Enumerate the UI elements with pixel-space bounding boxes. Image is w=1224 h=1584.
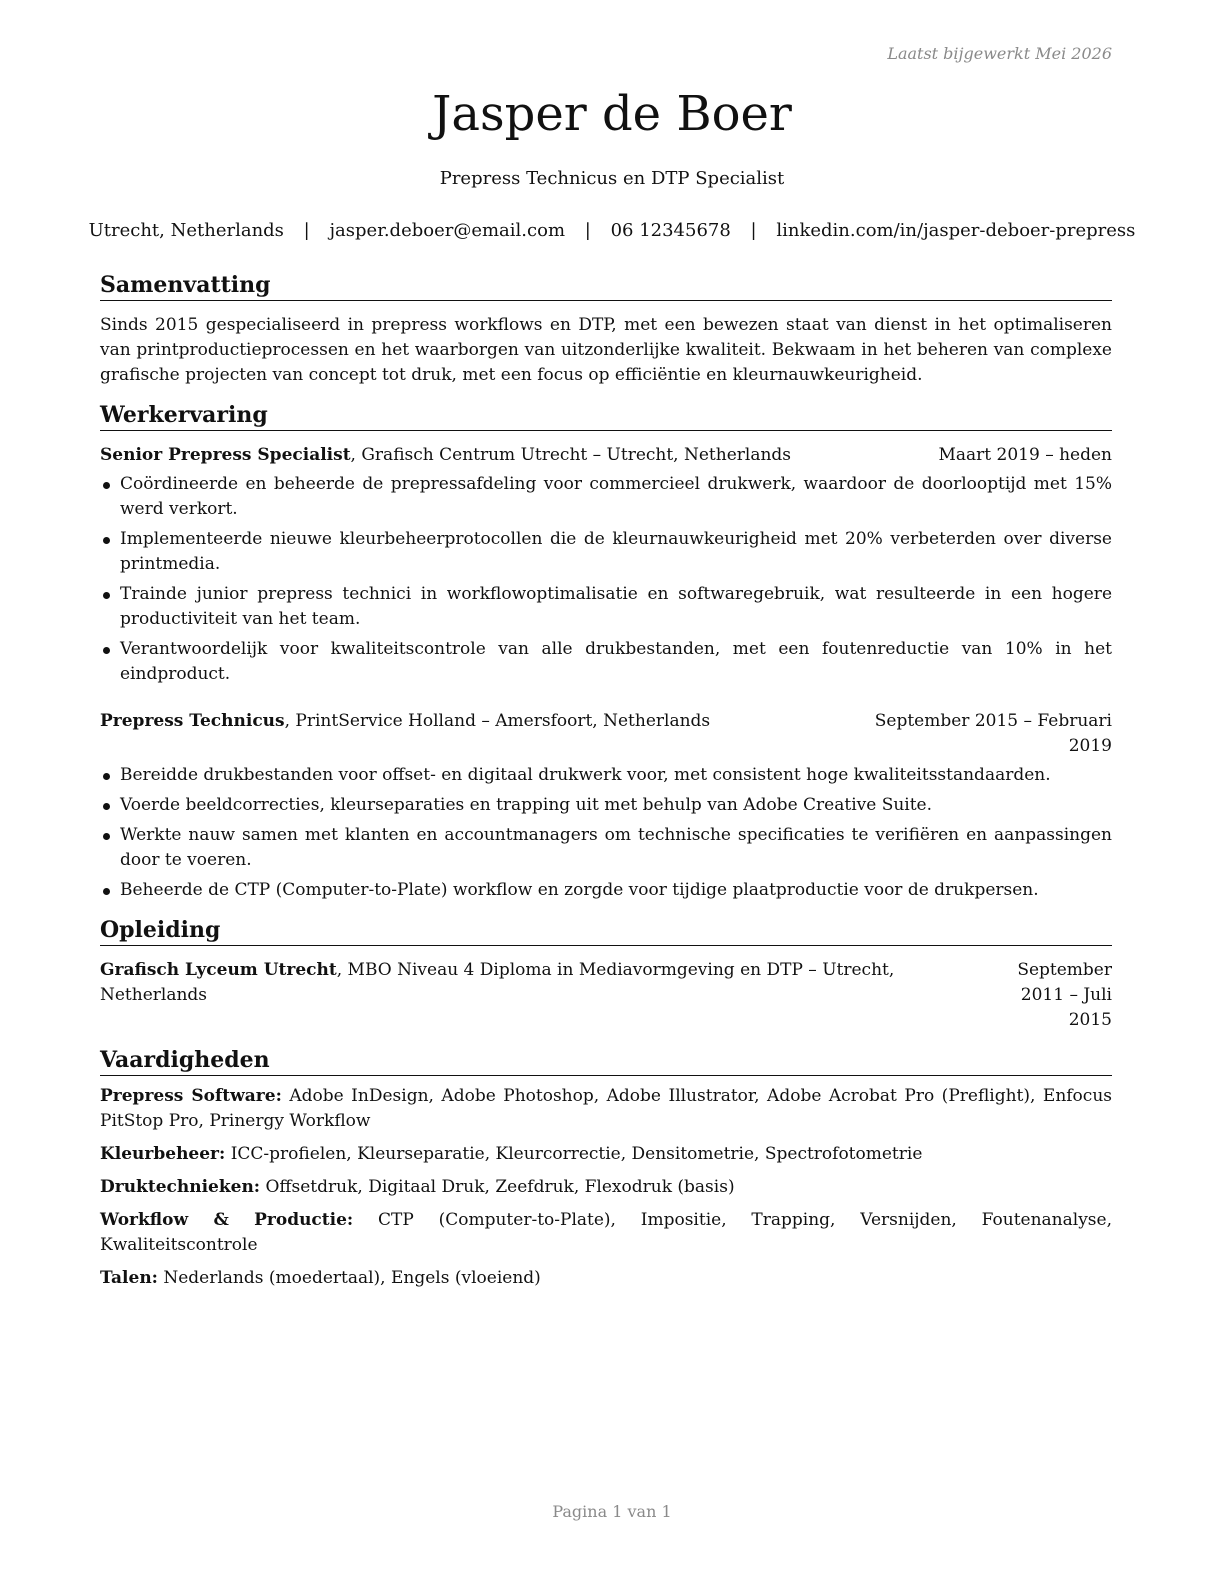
job-bullet: Trainde junior prepress technici in workflowoptimalisatie en softwaregebruik, wat resulteerde in een hogere productiviteit van het team. — [100, 582, 1112, 632]
skill-label: Druktechnieken: — [100, 1177, 261, 1197]
skill-row — [100, 1142, 1112, 1167]
skill-label: Talen: — [100, 1268, 158, 1288]
skill-value: Offsetdruk, Digitaal Druk, Zeefdruk, Flexodruk (basis) — [260, 1177, 735, 1197]
summary-text: Sinds 2015 gespecialiseerd in prepress workflows en DTP, met een bewezen staat van dienst in het optimaliseren van printproductieprocessen en het waarborgen van uitzonderlijke kwaliteit. Bekwaam in het beheren van complexe grafische projecten van concept tot druk, met een focus op efficiëntie en kleurnauwkeurigheid. — [100, 315, 1112, 385]
job-entry — [100, 709, 1112, 903]
job-dates: September 2015 – Februari 2019 — [874, 711, 1112, 756]
skills-section — [100, 1045, 1112, 1291]
summary-section — [100, 270, 1112, 388]
job-bullet: Implementeerde nieuwe kleurbeheerprotocollen die de kleurnauwkeurigheid met 20% verbeterden over diverse printmedia. — [100, 527, 1112, 577]
contact-line — [0, 220, 1224, 241]
skill-label: Kleurbeheer: — [100, 1144, 226, 1164]
contact-separator: | — [303, 220, 310, 241]
section-title-skills: Vaardigheden — [100, 1045, 1112, 1076]
job-entry — [100, 443, 1112, 687]
job-details: , PrintService Holland – Amersfoort, Netherlands — [284, 711, 711, 731]
job-dates: Maart 2019 – heden — [938, 445, 1112, 465]
contact-email[interactable]: jasper.deboer@email.com — [329, 220, 566, 241]
job-bullet: Verantwoordelijk voor kwaliteitscontrole van alle drukbestanden, met een foutenreductie van 10% in het eindproduct. — [100, 637, 1112, 687]
candidate-name: Jasper de Boer — [432, 86, 792, 142]
skill-row — [100, 1266, 1112, 1291]
education-details: , MBO Niveau 4 Diploma in Mediavormgeving en DTP – Utrecht, Netherlands — [100, 960, 895, 1005]
skill-value: Adobe InDesign, Adobe Photoshop, Adobe Illustrator, Adobe Acrobat Pro (Preflight), Enfocus PitStop Pro, Prinergy Workflow — [100, 1086, 1112, 1131]
skill-label: Workflow & Productie: — [100, 1210, 354, 1230]
job-subtitle: Prepress Technicus en DTP Specialist — [439, 168, 785, 189]
contact-separator: | — [584, 220, 591, 241]
skill-row — [100, 1175, 1112, 1200]
page-number: Pagina 1 van 1 — [552, 1502, 672, 1521]
job-role: Senior Prepress Specialist — [100, 445, 351, 465]
experience-section — [100, 400, 1112, 903]
job-role: Prepress Technicus — [100, 711, 285, 731]
job-bullet: Coördineerde en beheerde de prepressafdeling voor commercieel drukwerk, waardoor de doorlooptijd met 15% werd verkort. — [100, 472, 1112, 522]
section-title-summary: Samenvatting — [100, 270, 1112, 301]
job-bullets — [100, 472, 1112, 687]
skill-value: Nederlands (moedertaal), Engels (vloeiend) — [157, 1268, 541, 1288]
job-bullet: Beheerde de CTP (Computer-to-Plate) workflow en zorgde voor tijdige plaatproductie voor de drukpersen. — [100, 878, 1112, 903]
contact-phone: 06 12345678 — [610, 220, 731, 241]
skill-value: CTP (Computer-to-Plate), Impositie, Trapping, Versnijden, Foutenanalyse, Kwaliteitscontrole — [100, 1210, 1112, 1255]
job-bullet: Werkte nauw samen met klanten en accountmanagers om technische specificaties te verifiëren en aanpassingen door te voeren. — [100, 823, 1112, 873]
skill-row — [100, 1208, 1112, 1258]
last-updated: Laatst bijgewerkt Mei 2026 — [887, 44, 1112, 63]
job-header — [100, 443, 1112, 468]
job-bullet: Bereidde drukbestanden voor offset- en digitaal drukwerk voor, met consistent hoge kwaliteitsstandaarden. — [100, 763, 1112, 788]
education-section — [100, 915, 1112, 1033]
section-title-education: Opleiding — [100, 915, 1112, 946]
education-dates: September 2011 – Juli 2015 — [1017, 960, 1112, 1030]
education-entry — [100, 958, 1112, 1033]
job-bullet: Voerde beeldcorrecties, kleurseparaties en trapping uit met behulp van Adobe Creative Suite. — [100, 793, 1112, 818]
section-title-experience: Werkervaring — [100, 400, 1112, 431]
skill-label: Prepress Software: — [100, 1086, 282, 1106]
skill-value: ICC-profielen, Kleurseparatie, Kleurcorrectie, Densitometrie, Spectrofotometrie — [225, 1144, 923, 1164]
job-details: , Grafisch Centrum Utrecht – Utrecht, Netherlands — [350, 445, 792, 465]
skill-row — [100, 1084, 1112, 1134]
resume-body — [100, 270, 1112, 1303]
education-school: Grafisch Lyceum Utrecht — [100, 960, 337, 980]
contact-linkedin[interactable]: linkedin.com/in/jasper-deboer-prepress — [776, 220, 1136, 241]
job-header — [100, 709, 1112, 759]
contact-separator: | — [750, 220, 757, 241]
job-bullets — [100, 763, 1112, 903]
contact-location: Utrecht, Netherlands — [88, 220, 284, 241]
